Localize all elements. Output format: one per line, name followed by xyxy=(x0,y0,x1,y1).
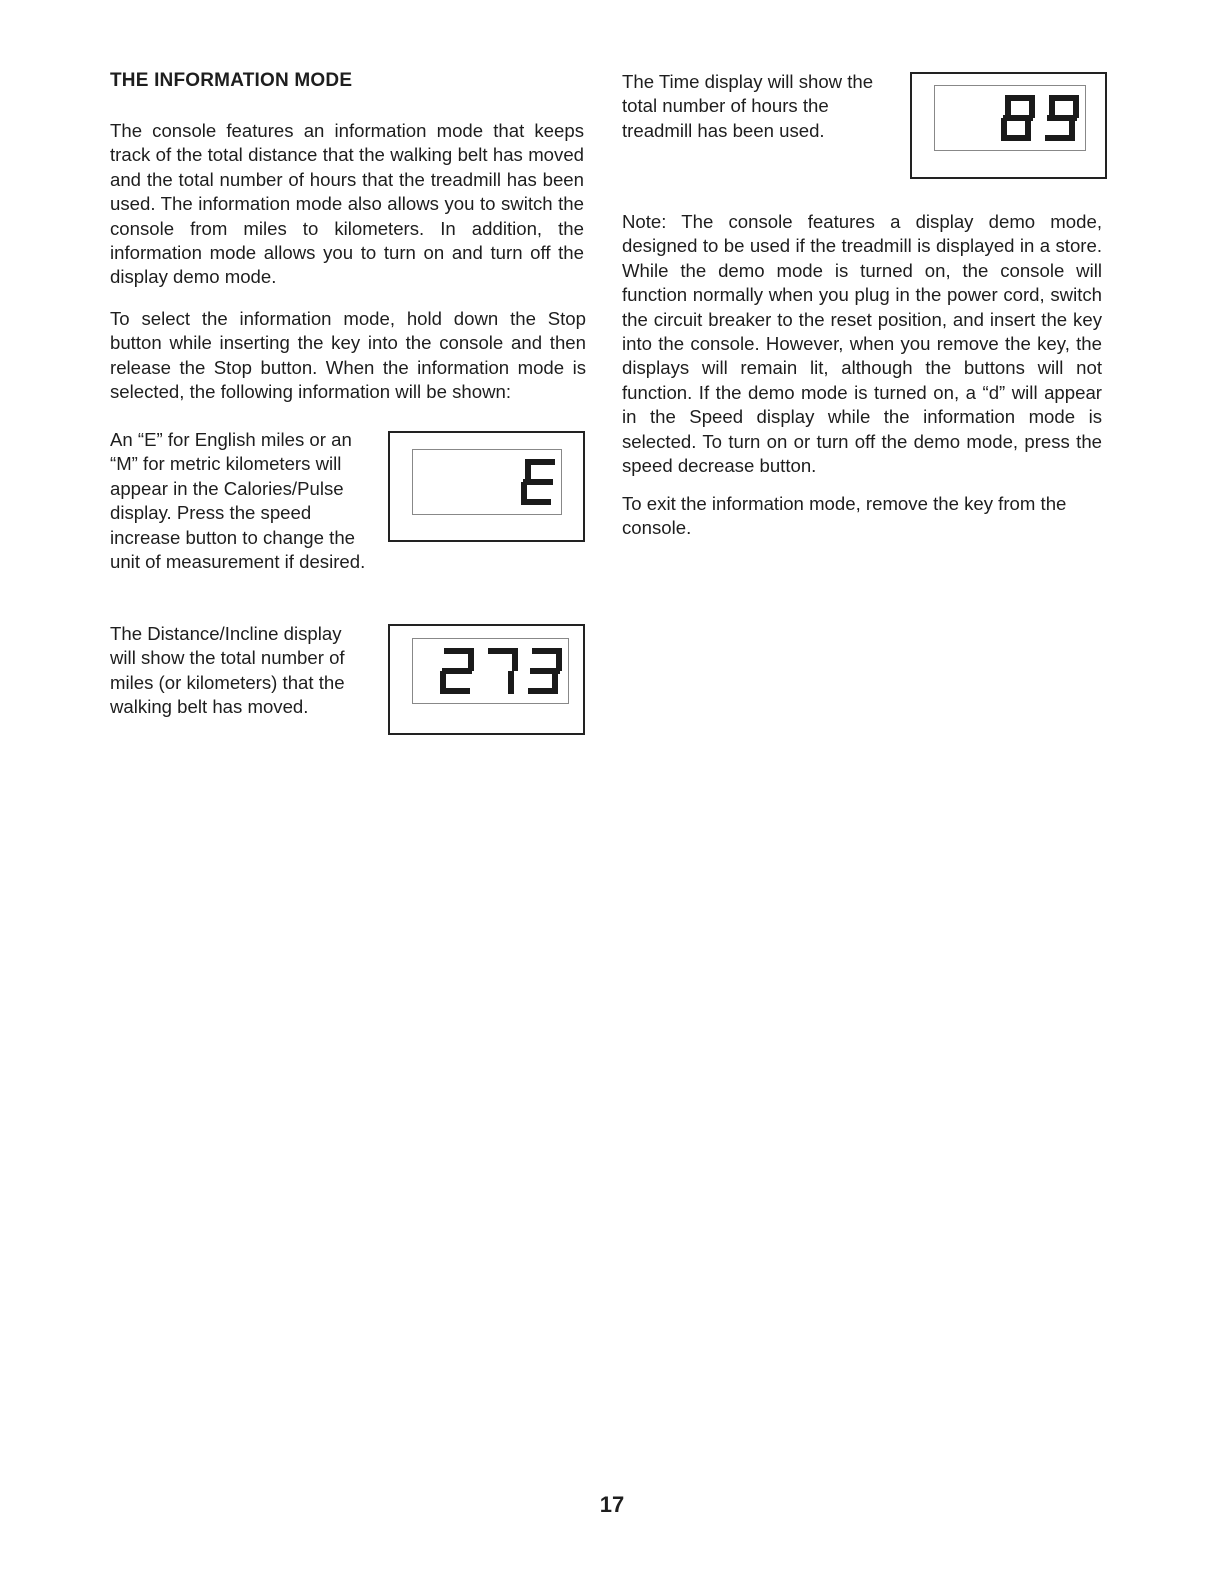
page-number: 17 xyxy=(599,1492,625,1517)
lcd-segment xyxy=(1073,95,1079,118)
demo-mode-note: Note: The console features a display demo mode, designed to be used if the treadmill is displayed in a store. While the demo mode is turned on, the console will function normally when you plug in the power cord, switch the circuit breaker to the reset position, and insert the key into the console. However, when you remove the key, the displays will remain lit, although the buttons will not function. If the demo mode is turned on, a “d” will appear in the Speed display while the information mode is selected. To turn on or turn off the demo mode, press the speed decrease button. xyxy=(622,211,1102,477)
exit-paragraph: To exit the information mode, remove the key from the console. xyxy=(622,493,1067,539)
lcd-segment xyxy=(508,671,514,694)
distance-paragraph: The Distance/Incline display will show the total number of miles (or kilometers) that the walking belt has moved. xyxy=(110,623,345,718)
page-heading: THE INFORMATION MODE xyxy=(110,70,353,91)
lcd-digit-7 xyxy=(488,648,518,694)
lcd-segment xyxy=(442,668,472,674)
lcd-digit-E xyxy=(521,459,555,505)
select-paragraph: To select the information mode, hold down the Stop button while inserting the key into the console and then release the Stop button. When the information mode is selected, the following information will be shown: xyxy=(110,308,586,403)
lcd-digit-3 xyxy=(528,648,562,694)
lcd-segment xyxy=(1047,115,1077,121)
lcd-segment xyxy=(1049,95,1055,118)
lcd-segment xyxy=(512,648,518,671)
units-lcd-digits xyxy=(413,450,561,514)
lcd-digit-2 xyxy=(440,648,474,694)
distance-incline-display xyxy=(388,624,585,735)
lcd-segment xyxy=(1003,115,1033,121)
units-paragraph: An “E” for English miles or an “M” for metric kilometers will appear in the Calories/Pulse display. Press the speed increase button to change the unit of measurement if desired. xyxy=(110,429,366,573)
lcd-segment xyxy=(525,459,531,482)
lcd-segment xyxy=(530,668,560,674)
intro-paragraph: The console features an information mode that keeps track of the total distance that the walking belt has moved and the total number of hours that the treadmill has been used. The information mode also allows you to switch the console from miles to kilometers. In addition, the information mode allows you to turn on and turn off the display demo mode. xyxy=(110,120,584,288)
lcd-segment xyxy=(1005,95,1011,118)
lcd-digit-9 xyxy=(1045,95,1079,141)
lcd-segment xyxy=(556,648,562,671)
lcd-segment xyxy=(1045,135,1075,141)
distance-lcd-digits xyxy=(413,639,568,703)
lcd-segment xyxy=(1001,118,1007,141)
lcd-segment xyxy=(1029,95,1035,118)
calories-pulse-display xyxy=(388,431,585,542)
lcd-segment xyxy=(468,648,474,671)
lcd-segment xyxy=(523,479,553,485)
time-display xyxy=(910,72,1107,179)
lcd-segment xyxy=(521,482,527,505)
time-lcd-digits xyxy=(935,86,1085,150)
lcd-segment xyxy=(440,671,446,694)
lcd-digit-8 xyxy=(1001,95,1035,141)
time-paragraph: The Time display will show the total number of hours the treadmill has been used. xyxy=(622,71,874,141)
lcd-segment xyxy=(528,688,558,694)
